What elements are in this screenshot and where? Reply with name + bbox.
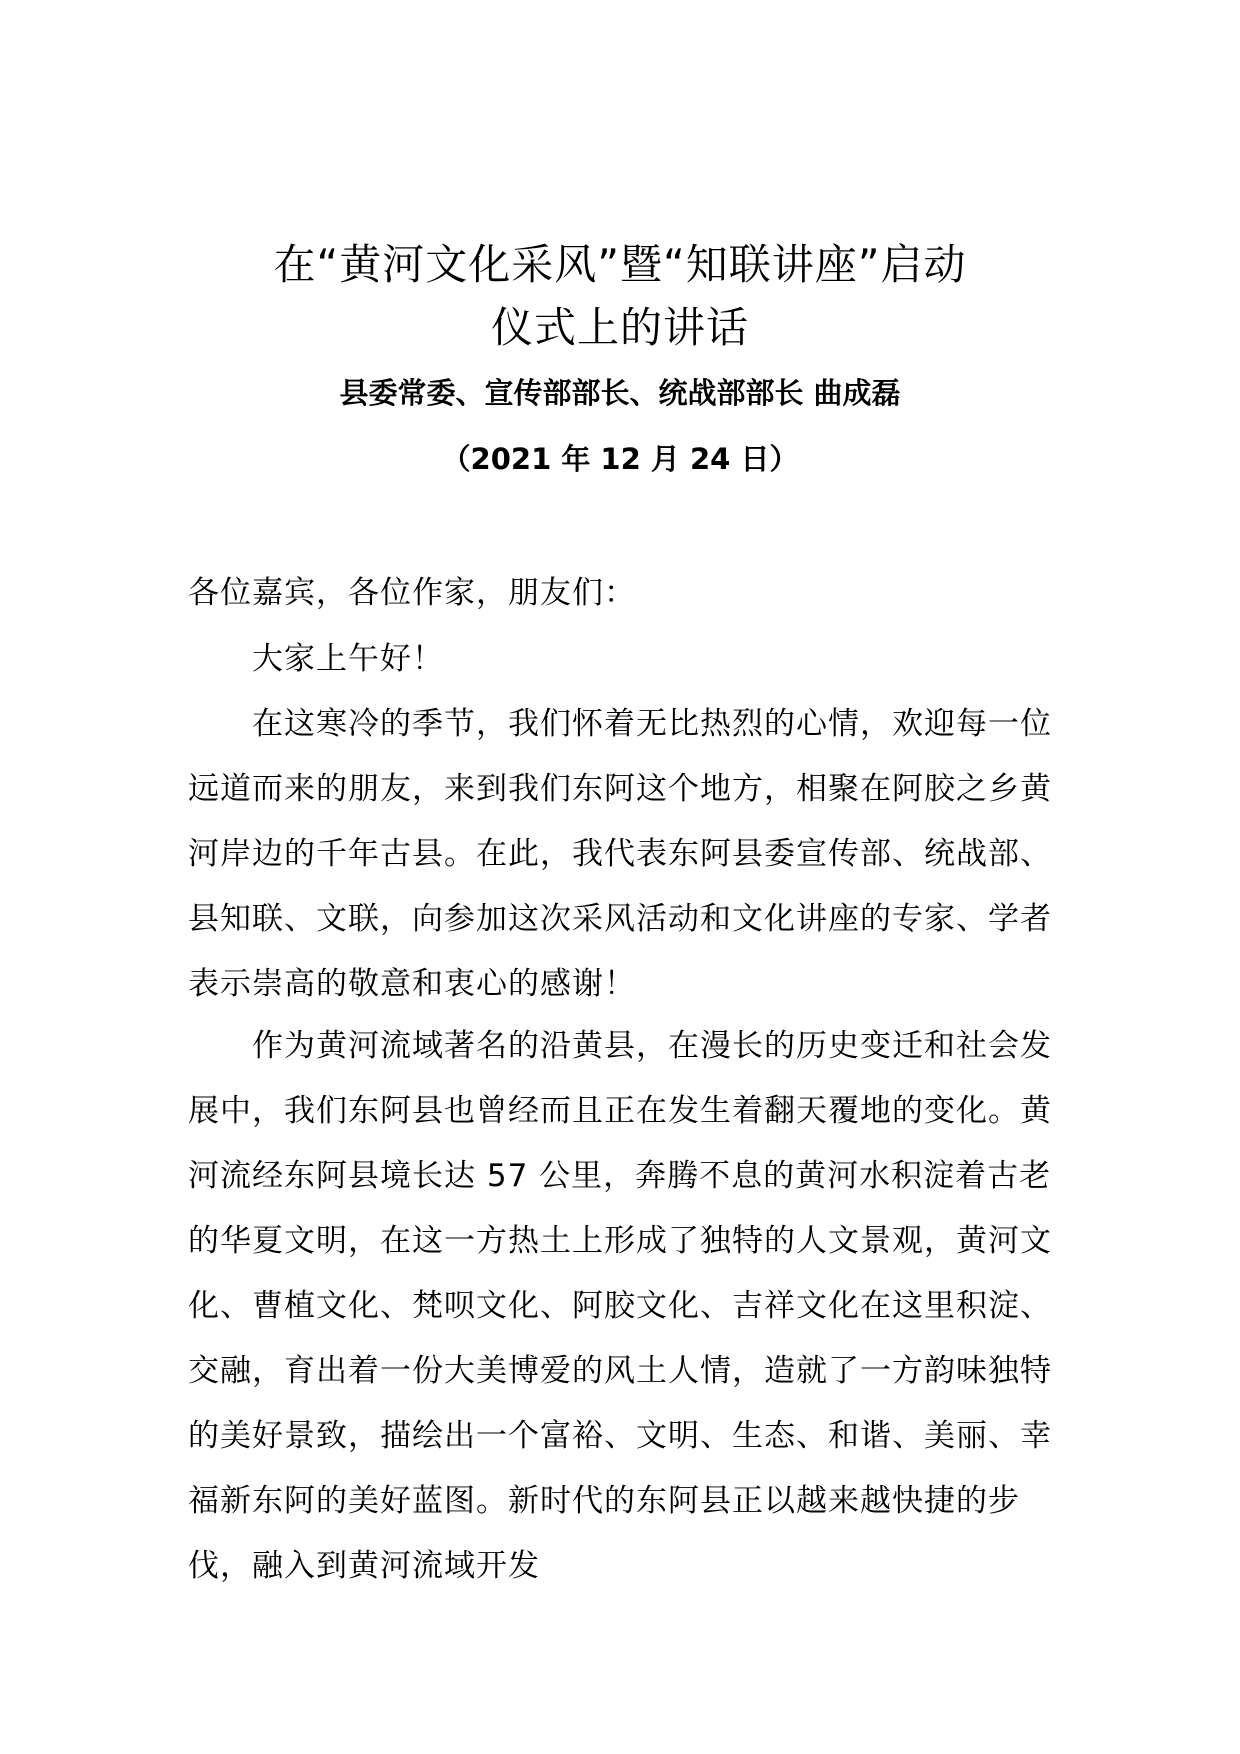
speaker-byline: 县委常委、宣传部部长、统战部部长 曲成磊	[339, 376, 901, 410]
paragraph-greeting: 大家上午好！	[252, 641, 444, 677]
speech-title-line-2: 仪式上的讲话	[490, 303, 749, 352]
paragraph-welcome: 在这寒冷的季节，我们怀着无比热烈的心情，欢迎每一位远道而来的朋友，来到我们东阿这个地方，相聚在阿胶之乡黄河岸边的千年古县。在此，我代表东阿县委宣传部、统战部、县知联、文联，向参加这次采风活动和文化讲座的专家、学者表示崇高的敬意和衷心的感谢！	[188, 706, 1052, 1002]
salutation: 各位嘉宾，各位作家，朋友们：	[188, 575, 636, 611]
speech-title-line-1: 在“黄河文化采风”暨“知联讲座”启动	[273, 240, 967, 289]
speech-date: （2021 年 12 月 24 日）	[441, 442, 799, 476]
paragraph-yellow-river: 作为黄河流域著名的沿黄县，在漫长的历史变迁和社会发展中，我们东阿县也曾经而且正在发生着翻天覆地的变化。黄河流经东阿县境长达 57 公里，奔腾不息的黄河水积淀着古老的华夏文明，在这一方热土上形成了独特的人文景观，黄河文化、曹植文化、梵呗文化、阿胶文化、吉祥文化在这里积淀、交融，育出着一份大美博爱的风土人情，造就了一方韵味独特的美好景致，描绘出一个富裕、文明、生态、和谐、美丽、幸福新东阿的美好蓝图。新时代的东阿县正以越来越快捷的步伐，融入到黄河流域开发	[188, 1028, 1052, 1584]
